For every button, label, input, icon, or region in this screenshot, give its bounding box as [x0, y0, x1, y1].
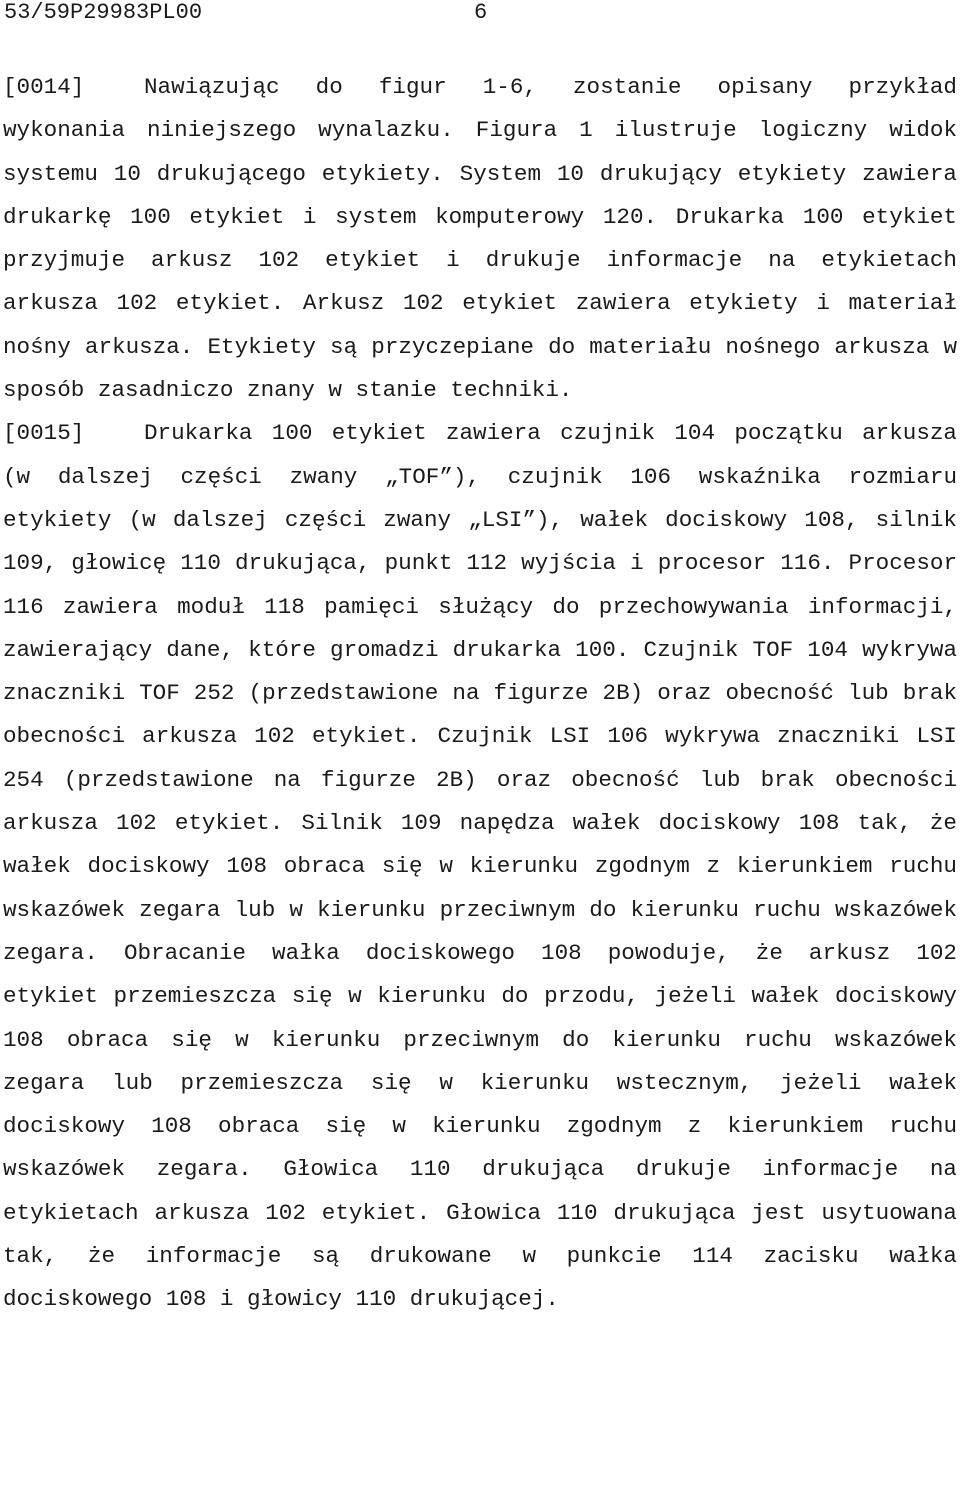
body-text — [3, 66, 957, 1322]
paragraph-text: Nawiązując do figur 1-6, zostanie opisany przykład wykonania niniejszego wynalazku. Figura 1 ilustruje logiczny widok systemu 10 drukującego etykiety. System 10 drukujący etykiety zawiera drukarkę 100 etykiet i system komputerowy 120. Drukarka 100 etykiet przyjmuje arkusz 102 etykiet i drukuje informacje na etykietach arkusza 102 etykiet. Arkusz 102 etykiet zawiera etykiety i materiał nośny arkusza. Etykiety są przyczepiane do materiału nośnego arkusza w sposób zasadniczo znany w stanie techniki. — [3, 74, 957, 404]
paragraph-number: [0014] — [3, 74, 85, 100]
paragraph-text: Drukarka 100 etykiet zawiera czujnik 104 początku arkusza (w dalszej części zwany „TOF”), czujnik 106 wskaźnika rozmiaru etykiety (w dalszej części zwany „LSI”), wałek dociskowy 108, silnik 109, głowicę 110 drukująca, punkt 112 wyjścia i procesor 116. Procesor 116 zawiera moduł 118 pamięci służący do przechowywania informacji, zawierający dane, które gromadzi drukarka 100. Czujnik TOF 104 wykrywa znaczniki TOF 252 (przedstawione na figurze 2B) oraz obecność lub brak obecności arkusza 102 etykiet. Czujnik LSI 106 wykrywa znaczniki LSI 254 (przedstawione na figurze 2B) oraz obecność lub brak obecności arkusza 102 etykiet. Silnik 109 napędza wałek dociskowy 108 tak, że wałek dociskowy 108 obraca się w kierunku zgodnym z kierunkiem ruchu wskazówek zegara lub w kierunku przeciwnym do kierunku ruchu wskazówek zegara. Obracanie wałka dociskowego 108 powoduje, że arkusz 102 etykiet przemieszcza się w kierunku do przodu, jeżeli wałek dociskowy 108 obraca się w kierunku przeciwnym do kierunku ruchu wskazówek zegara lub przemieszcza się w kierunku wstecznym, jeżeli wałek dociskowy 108 obraca się w kierunku zgodnym z kierunkiem ruchu wskazówek zegara. Głowica 110 drukująca drukuje informacje na etykietach arkusza 102 etykiet. Głowica 110 drukująca jest usytuowana tak, że informacje są drukowane w punkcie 114 zacisku wałka dociskowego 108 i głowicy 110 drukującej. — [3, 420, 957, 1313]
paragraph-0015 — [3, 412, 957, 1321]
paragraph-0014 — [3, 66, 957, 412]
document-id: 53/59P29983PL00 — [4, 0, 203, 25]
page-number: 6 — [474, 0, 488, 25]
page-header — [4, 0, 956, 28]
paragraph-number: [0015] — [3, 420, 85, 447]
